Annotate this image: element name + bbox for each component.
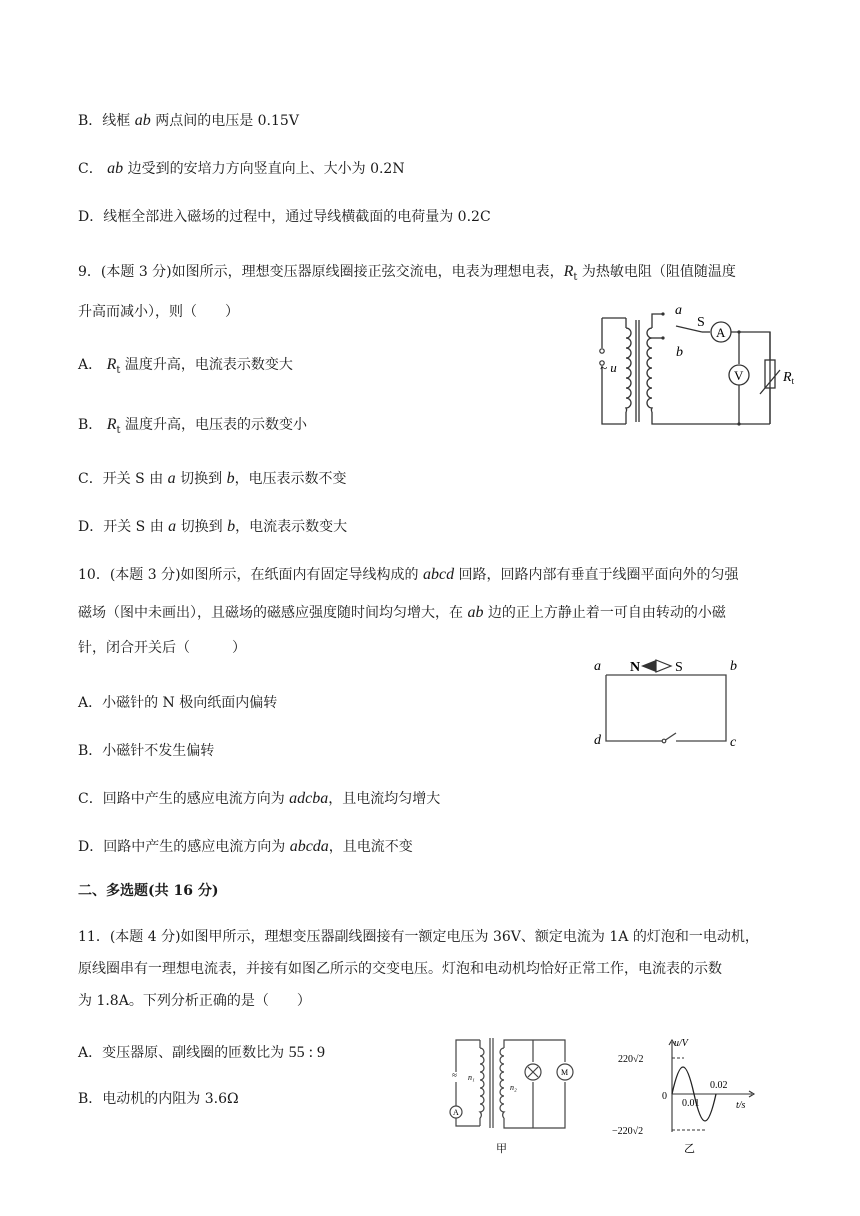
yi-ylabel: u/V bbox=[674, 1038, 688, 1049]
q8-option-c: C． ab 边受到的安培力方向竖直向上、大小为 0.2N bbox=[78, 160, 405, 177]
q10-option-b: B．小磁针不发生偏转 bbox=[78, 743, 215, 759]
jia-source-symbol: ≈ bbox=[452, 1070, 457, 1080]
corner-d: d bbox=[594, 733, 601, 748]
yi-t1: 0.01 bbox=[682, 1098, 700, 1109]
q10-stem-line1: 10．(本题 3 分)如图所示，在纸面内有固定导线构成的 abcd 回路，回路内部有垂直于线圈平面向外的匀强 bbox=[78, 566, 739, 583]
yi-xlabel: t/s bbox=[736, 1100, 746, 1111]
label-b: b bbox=[676, 345, 683, 360]
voltmeter-label: V bbox=[734, 368, 744, 383]
q11-figure-jia bbox=[440, 1030, 590, 1160]
compass-north-half bbox=[641, 660, 656, 672]
q8-option-d: D．线框全部进入磁场的过程中，通过导线横截面的电荷量为 0.2C bbox=[78, 209, 491, 225]
yi-zero: 0 bbox=[662, 1091, 667, 1102]
jia-n1: n₁ bbox=[468, 1073, 475, 1082]
jia-caption: 甲 bbox=[496, 1143, 507, 1155]
yi-caption: 乙 bbox=[684, 1143, 695, 1155]
label-a: a bbox=[675, 303, 682, 318]
jia-primary-coil bbox=[480, 1048, 484, 1118]
compass-n-label: N bbox=[630, 660, 641, 675]
secondary-coil bbox=[647, 328, 652, 412]
q11-option-b: B．电动机的内阻为 3.6Ω bbox=[78, 1091, 239, 1107]
q9-stem-line1: 9．(本题 3 分)如图所示，理想变压器原线圈接正弦交流电，电表为理想电表，$R_t$ 为热敏电阻（阻值随温度 bbox=[78, 263, 736, 283]
corner-c: c bbox=[730, 735, 737, 750]
yi-t2: 0.02 bbox=[710, 1080, 728, 1091]
q11-stem-line3: 为 1.8A。下列分析正确的是（ ） bbox=[78, 993, 311, 1009]
q9-stem-line2: 升高而减小），则（ ） bbox=[78, 304, 239, 320]
q11-option-a: A．变压器原、副线圈的匝数比为 55 : 9 bbox=[78, 1044, 326, 1061]
label-s: S bbox=[697, 315, 705, 330]
q9-transformer-circuit bbox=[590, 300, 810, 430]
q10-option-d: D．回路中产生的感应电流方向为 abcda，且电流不变 bbox=[78, 838, 413, 855]
loop-top-right bbox=[606, 675, 726, 741]
label-u: ~ u bbox=[600, 360, 617, 375]
jia-core bbox=[490, 1038, 493, 1128]
corner-a: a bbox=[594, 659, 601, 674]
q11-stem-line1: 11．(本题 4 分)如图甲所示，理想变压器副线圈接有一额定电压为 36V、额定电流为 1A 的灯泡和一电动机， bbox=[78, 929, 759, 945]
compass-s-label: S bbox=[675, 660, 683, 675]
q11-figure-yi bbox=[612, 1036, 772, 1161]
compass-south-half bbox=[656, 660, 671, 672]
loop-left-bottom bbox=[606, 675, 662, 741]
q9-option-d: D．开关 S 由 a 切换到 b，电流表示数变大 bbox=[78, 518, 348, 535]
label-rt: $R_t$ bbox=[783, 370, 795, 386]
yi-ymax: 220√2 bbox=[618, 1054, 644, 1065]
section-heading-multiple-choice: 二、多选题(共 16 分) bbox=[78, 883, 219, 899]
ammeter-label: A bbox=[716, 325, 726, 340]
corner-b: b bbox=[730, 659, 737, 674]
jia-secondary-coil bbox=[500, 1048, 504, 1118]
q11-stem-line2: 原线圈串有一理想电流表，并接有如图乙所示的交变电压。灯泡和电动机均恰好正常工作，电流表的示数 bbox=[78, 961, 722, 977]
yi-ymin: −220√2 bbox=[612, 1126, 644, 1137]
q8-option-b: B．线框 ab 两点间的电压是 0.15V bbox=[78, 112, 299, 129]
jia-motor-label: M bbox=[561, 1068, 569, 1077]
q10-option-a: A．小磁针的 N 极向纸面内偏转 bbox=[78, 695, 278, 711]
q10-abcd-loop bbox=[590, 645, 750, 750]
q9-option-b: B． $R_t$ 温度升高，电压表的示数变小 bbox=[78, 416, 308, 436]
q9-option-c: C．开关 S 由 a 切换到 b，电压表示数不变 bbox=[78, 470, 347, 487]
primary-coil bbox=[626, 328, 631, 412]
jia-ammeter-label: A bbox=[453, 1108, 459, 1117]
q10-option-c: C．回路中产生的感应电流方向为 adcba，且电流均匀增大 bbox=[78, 790, 441, 807]
q10-stem-line2: 磁场（图中未画出），且磁场的磁感应强度随时间均匀增大，在 ab 边的正上方静止着一可自由转动的小磁 bbox=[78, 604, 726, 621]
q10-stem-line3: 针，闭合开关后（ ） bbox=[78, 640, 246, 656]
terminal-top bbox=[600, 349, 604, 353]
q9-option-a: A． $R_t$ 温度升高，电流表示数变大 bbox=[78, 356, 293, 376]
jia-n2: n₂ bbox=[510, 1083, 517, 1092]
transformer-core bbox=[636, 320, 639, 422]
